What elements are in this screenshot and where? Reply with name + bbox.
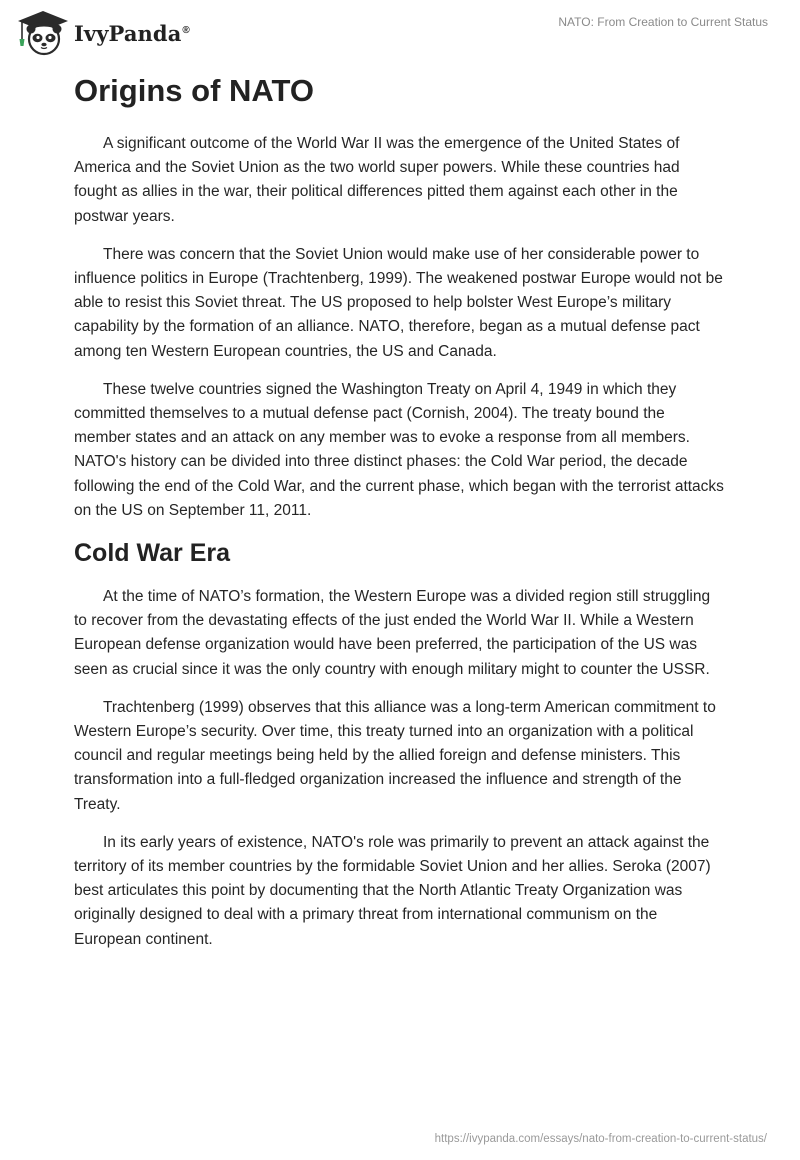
- paragraph: In its early years of existence, NATO's role was primarily to prevent an attack against the territory of its member countries by the formidable Soviet Union and her allies. Seroka (2007) best articulates this point by documenting that the North Atlantic Treaty Organization was originally designed to deal with a primary threat from international communism on the European continent.: [74, 833, 711, 948]
- paragraph: At the time of NATO’s formation, the Western Europe was a divided region still struggling to recover from the devastating effects of the just ended the World War II. While a Western European defense organization would have been preferred, the participation of the US was seen as crucial since it was the only country with enough military might to counter the USSR.: [74, 588, 711, 678]
- section-origins: [74, 72, 724, 523]
- section-heading: Cold War Era: [74, 539, 231, 568]
- brand-name: IvyPanda®: [74, 20, 190, 46]
- page-header: [0, 0, 800, 64]
- document-title: NATO: From Creation to Current Status: [558, 15, 768, 29]
- essay-content: [74, 72, 724, 966]
- graduation-cap-panda-icon: [14, 8, 72, 56]
- source-url[interactable]: https://ivypanda.com/essays/nato-from-creation-to-current-status/: [434, 1133, 767, 1145]
- paragraph: A significant outcome of the World War II was the emergence of the United States of America and the Soviet Union as the two world super powers. While these countries had fought as allies in the war, their political differences pitted them against each other in the postwar years.: [74, 135, 680, 225]
- paragraph: These twelve countries signed the Washington Treaty on April 4, 1949 in which they committed themselves to a mutual defense pact (Cornish, 2004). The treaty bound the member states and an attack on any member was to evoke a response from all members. NATO's history can be divided into three distinct phases: the Cold War period, the decade following the end of the Cold War, and the current phase, which began with the terrorist attacks on the US on September 11, 2011.: [74, 380, 724, 519]
- paragraph: There was concern that the Soviet Union would make use of her considerable power to influence politics in Europe (Trachtenberg, 1999). The weakened postwar Europe would not be able to resist this Soviet threat. The US proposed to help bolster West Europe’s military capability by the formation of an alliance. NATO, therefore, began as a mutual defense pact among ten Western European countries, the US and Canada.: [74, 245, 723, 360]
- registered-mark: ®: [182, 24, 190, 36]
- ivypanda-logo[interactable]: [14, 8, 190, 56]
- paragraph: Trachtenberg (1999) observes that this alliance was a long-term American commitment to Western Europe’s security. Over time, this treaty turned into an organization with a political council and regular meetings being held by the allied foreign and defense ministers. This transformation into a full-fledged organization increased the influence and strength of the Treaty.: [74, 698, 716, 813]
- section-cold-war: [74, 537, 724, 952]
- section-heading: Origins of NATO: [74, 73, 314, 108]
